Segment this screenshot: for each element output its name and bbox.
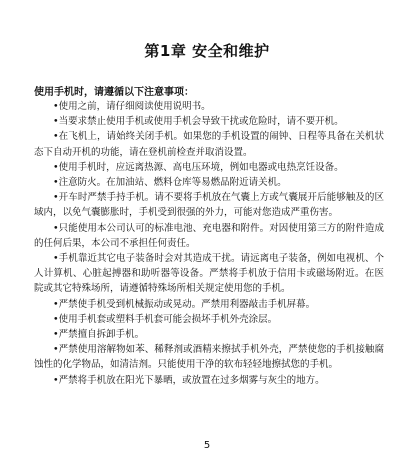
precaution-paragraph: •手机靠近其它电子装备时会对其造成干扰。请远离电子装备，例如电视机、个人计算机、心脏起搏器和助听器等设备。严禁将手机放于信用卡或磁场附近。在医院或其它特殊场所，请遵循特殊场所相关规定使用您的手机。 — [34, 253, 384, 295]
precaution-paragraph: •严禁将手机放在阳光下暴晒，或放置在过多烟雾与灰尘的地方。 — [53, 374, 325, 386]
precaution-paragraph: •使用手机套或塑料手机套可能会损坏手机外壳涂层。 — [53, 313, 278, 325]
page-number: 5 — [203, 440, 211, 451]
precaution-paragraph: •只能使用本公司认可的标准电池、充电器和附件。对因使用第三方的附件造成的任何后果，本公司不承担任何责任。 — [34, 222, 384, 249]
section-heading: 使用手机时，请遵循以下注意事项： — [34, 87, 194, 98]
chapter-title: 第1章 安全和维护 — [144, 42, 270, 60]
precaution-paragraph: •使用手机时，应远离热源、高电压环境，例如电器或电热烹饪设备。 — [53, 161, 344, 173]
precaution-paragraph: •严禁使用溶解物如苯、稀释剂或酒精来擦拭手机外壳，严禁使您的手机接触腐蚀性的化学物品，如清洁剂。只能使用干净的软布轻轻地擦拭您的手机。 — [34, 344, 384, 371]
precautions-list — [34, 99, 384, 388]
precaution-paragraph: •严禁擅自拆卸手机。 — [53, 329, 145, 341]
precaution-paragraph: •在飞机上，请始终关闭手机。如果您的手机设置的闹钟、日程等具备在关机状态下自动开机的功能，请在登机前检查并取消设置。 — [34, 131, 384, 158]
precaution-paragraph: •严禁使手机受到机械振动或晃动。严禁用利器敲击手机屏幕。 — [53, 298, 316, 310]
precaution-paragraph: •使用之前，请仔细阅读使用说明书。 — [53, 101, 211, 112]
precaution-paragraph: •注意防火。在加油站、燃料仓库等易燃品附近请关机。 — [53, 177, 287, 189]
precaution-paragraph: •当要求禁止使用手机或使用手机会导致干扰或危险时，请不要开机。 — [53, 116, 344, 128]
precaution-paragraph: •开车时严禁手持手机。请不要将手机放在气囊上方或气囊展开后能够触及的区域内，以免气囊膨胀时，手机受到很强的外力，可能对您造成严重伤害。 — [34, 192, 384, 219]
